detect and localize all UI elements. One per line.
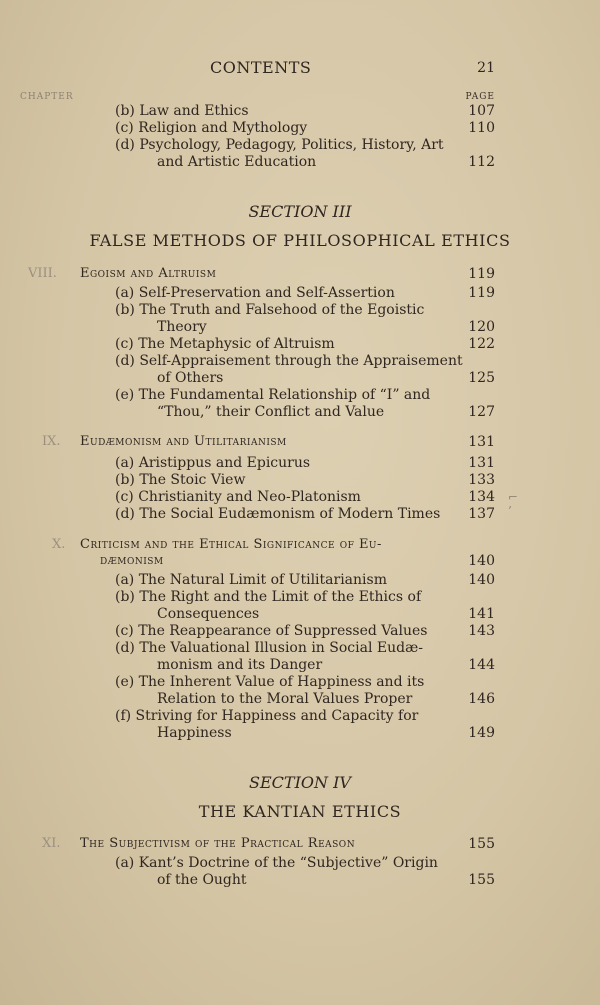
margin-pencil-mark: ⌐ ’ bbox=[508, 490, 519, 518]
toc-entry: (b) The Truth and Falsehood of the Egoistic bbox=[115, 302, 425, 318]
toc-page: 140 bbox=[468, 553, 495, 569]
toc-entry-continued: Theory bbox=[157, 319, 207, 335]
page-column-label: PAGE bbox=[465, 92, 495, 102]
toc-entry: (c) Religion and Mythology bbox=[115, 120, 308, 136]
toc-entry-continued: of the Ought bbox=[157, 872, 247, 888]
toc-page: 119 bbox=[468, 266, 495, 282]
toc-entry: (f) Striving for Happiness and Capacity for bbox=[115, 708, 419, 724]
section-heading: SECTION IV bbox=[249, 773, 351, 792]
toc-page: 155 bbox=[468, 836, 495, 852]
toc-entry-continued: and Artistic Education bbox=[157, 154, 317, 170]
toc-page: 125 bbox=[468, 370, 495, 386]
toc-entry: (a) The Natural Limit of Utilitarianism bbox=[115, 572, 387, 588]
chapter-number: XI. bbox=[42, 836, 61, 851]
toc-page: 131 bbox=[468, 434, 495, 450]
toc-entry: (c) The Reappearance of Suppressed Values bbox=[115, 623, 428, 639]
toc-page: 119 bbox=[468, 285, 495, 301]
toc-page: 112 bbox=[468, 154, 495, 170]
toc-entry-continued: “Thou,” their Conflict and Value bbox=[157, 404, 385, 420]
chapter-title: Criticism and the Ethical Significance of Eu- bbox=[80, 537, 382, 552]
chapter-number: X. bbox=[52, 537, 66, 552]
toc-entry: (d) The Social Eudæmonism of Modern Times bbox=[115, 506, 441, 522]
toc-entry-continued: of Others bbox=[157, 370, 224, 386]
toc-entry-continued: Consequences bbox=[157, 606, 260, 622]
section-heading: SECTION III bbox=[248, 202, 352, 221]
toc-page: 107 bbox=[468, 103, 495, 119]
toc-entry: (c) The Metaphysic of Altruism bbox=[115, 336, 335, 352]
toc-page: 137 bbox=[468, 506, 495, 522]
page-number: 21 bbox=[477, 60, 495, 76]
toc-page: 110 bbox=[468, 120, 495, 136]
toc-entry: (e) The Fundamental Relationship of “I” and bbox=[115, 387, 431, 403]
toc-entry: (b) Law and Ethics bbox=[115, 103, 249, 119]
chapter-column-label: CHAPTER bbox=[20, 92, 74, 102]
toc-page: 120 bbox=[468, 319, 495, 335]
toc-page: 131 bbox=[468, 455, 495, 471]
toc-entry: (a) Kant’s Doctrine of the “Subjective” Origin bbox=[115, 855, 438, 871]
chapter-number: IX. bbox=[42, 434, 61, 449]
toc-entry: (b) The Stoic View bbox=[115, 472, 246, 488]
toc-page: 149 bbox=[468, 725, 495, 741]
toc-entry: (d) Psychology, Pedagogy, Politics, History, Art bbox=[115, 137, 444, 153]
toc-entry-continued: Happiness bbox=[157, 725, 232, 741]
toc-page: 133 bbox=[468, 472, 495, 488]
chapter-number: VIII. bbox=[28, 266, 57, 281]
toc-entry: (e) The Inherent Value of Happiness and its bbox=[115, 674, 425, 690]
toc-page: 134 bbox=[468, 489, 495, 505]
toc-entry: (b) The Right and the Limit of the Ethics of bbox=[115, 589, 422, 605]
toc-entry-continued: Relation to the Moral Values Proper bbox=[157, 691, 413, 707]
toc-page: 127 bbox=[468, 404, 495, 420]
toc-page: 143 bbox=[468, 623, 495, 639]
page-title: CONTENTS bbox=[210, 58, 312, 77]
chapter-title: Eudæmonism and Utilitarianism bbox=[80, 434, 287, 449]
toc-page: 141 bbox=[468, 606, 495, 622]
toc-entry: (a) Aristippus and Epicurus bbox=[115, 455, 311, 471]
running-header bbox=[0, 58, 600, 82]
toc-page: 144 bbox=[468, 657, 495, 673]
toc-entry-continued: monism and its Danger bbox=[157, 657, 323, 673]
chapter-title-continued: dæmonism bbox=[100, 553, 164, 568]
chapter-title: The Subjectivism of the Practical Reason bbox=[80, 836, 356, 851]
toc-entry: (d) Self-Appraisement through the Appraisement bbox=[115, 353, 463, 369]
toc-entry: (d) The Valuational Illusion in Social Eudæ- bbox=[115, 640, 423, 656]
toc-page: 140 bbox=[468, 572, 495, 588]
toc-entry: (c) Christianity and Neo-Platonism bbox=[115, 489, 361, 505]
chapter-title: Egoism and Altruism bbox=[80, 266, 217, 281]
toc-entry: (a) Self-Preservation and Self-Assertion bbox=[115, 285, 395, 301]
toc-page: 146 bbox=[468, 691, 495, 707]
section-title: THE KANTIAN ETHICS bbox=[198, 802, 402, 821]
toc-page: 122 bbox=[468, 336, 495, 352]
section-title: FALSE METHODS OF PHILOSOPHICAL ETHICS bbox=[89, 231, 511, 250]
toc-page: 155 bbox=[468, 872, 495, 888]
